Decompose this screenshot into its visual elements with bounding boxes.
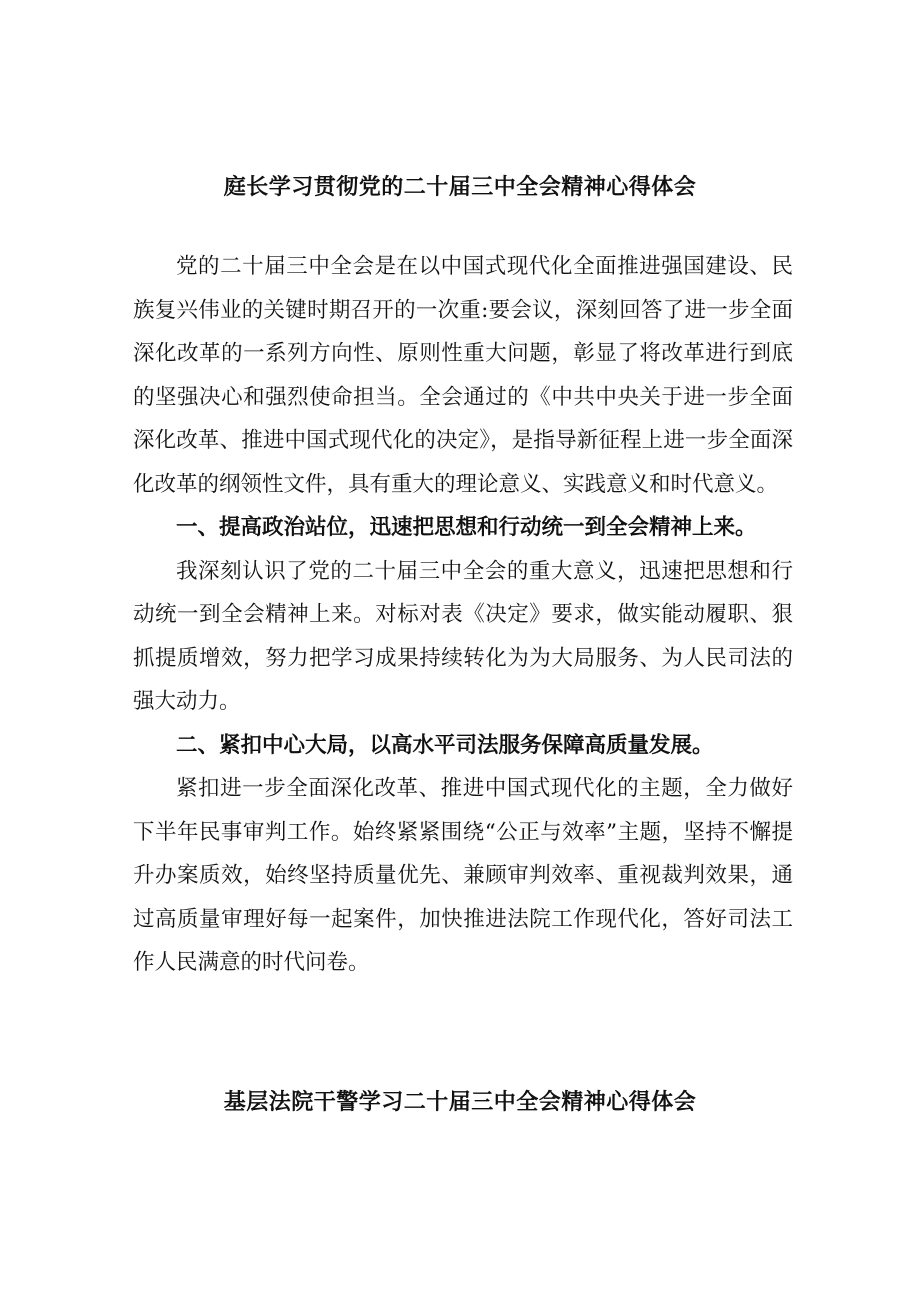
document-body <box>133 245 793 985</box>
intro-paragraph: 党的二十届三中全会是在以中国式现代化全面推进强国建设、民族复兴伟业的关键时期召开的一次重:要会议，深刻回答了进一步全面深化改革的一系列方向性、原则性重大问题，彰显了将改革进行到底的坚强决心和强烈使命担当。全会通过的《中共中央关于进一步全面深化改革、推进中国式现代化的决定》，是指导新征程上进一步全面深化改革的纲领性文件，具有重大的理论意义、实践意义和时代意义。 <box>133 254 793 497</box>
next-document-title: 基层法院干警学习二十届三中全会精神心得体会 <box>223 1089 697 1115</box>
section-heading-2: 二、紧扣中心大局，以高水平司法服务保障高质量发展。 <box>176 732 714 758</box>
section-heading-1: 一、提高政治站位，迅速把思想和行动统一到全会精神上来。 <box>176 515 757 540</box>
section-body-1: 我深刻认识了党的二十届三中全会的重大意义，迅速把思想和行动统一到全会精神上来。对标对表《决定》要求，做实能动履职、狠抓提质增效，努力把学习成果持续转化为为大局服务、为人民司法的强大动力。 <box>133 558 793 714</box>
section-body-2: 紧扣进一步全面深化改革、推进中国式现代化的主题，全力做好下半年民事审判工作。始终紧紧围绕“公正与效率”主题，坚持不懈提升办案质效，始终坚持质量优先、兼顾审判效率、重视裁判效果，通过高质量审理好每一起案件，加快推进法院工作现代化，答好司法工作人民满意的时代问卷。 <box>133 776 793 975</box>
document-title: 庭长学习贯彻党的二十届三中全会精神心得体会 <box>223 174 697 200</box>
